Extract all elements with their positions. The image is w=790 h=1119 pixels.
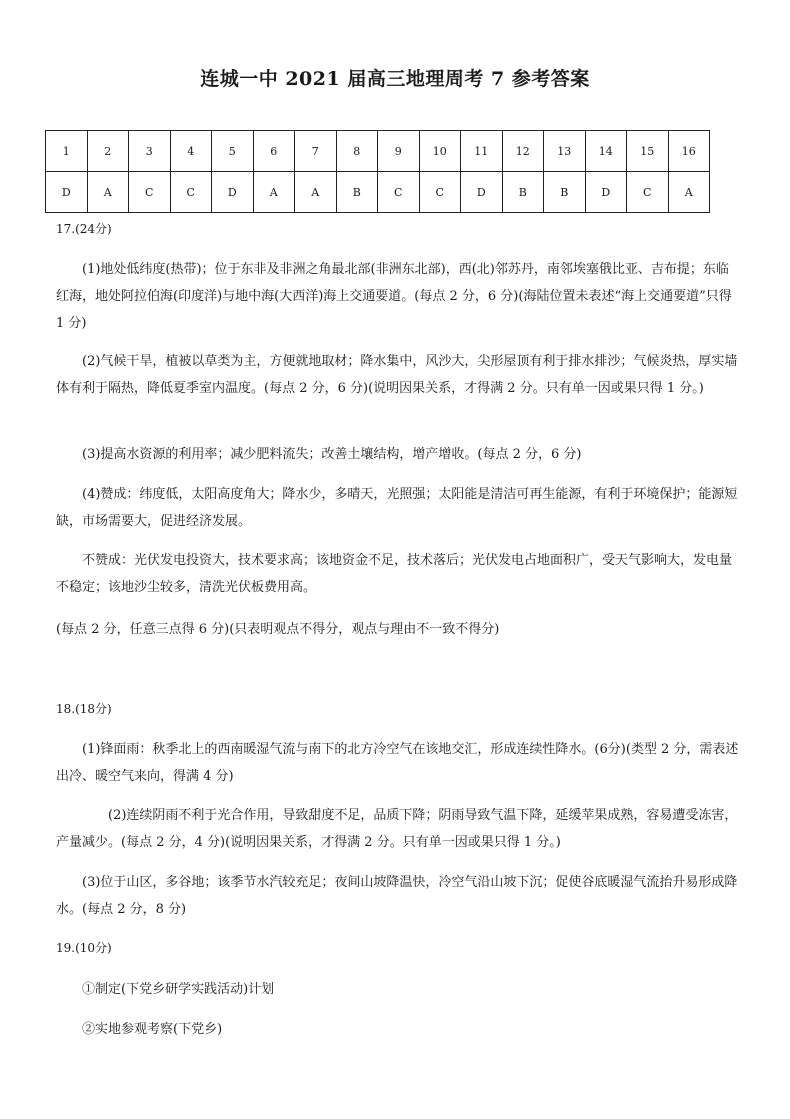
question-number-cell: 11 (461, 131, 503, 172)
answer-cell: D (212, 172, 254, 213)
q17-heading: 17.(24分) (56, 222, 112, 236)
question-number-cell: 13 (544, 131, 586, 172)
q17-answer-1: (1)地处低纬度(热带)；位于东非及非洲之角最北部(非洲东北部)，西(北)邻苏丹，南邻埃塞俄比亚、吉布提；东临红海，地处阿拉伯海(印度洋)与地中海(大西洋)海上交通要道。(每点 2 分，6 分)(海陆位置未表述“海上交通要道”只得 1 分) (56, 262, 732, 331)
answer-cell: A (253, 172, 295, 213)
answer-cell: D (461, 172, 503, 213)
question-number-cell: 4 (170, 131, 212, 172)
q17-answer-4-disagree: 不赞成：光伏发电投资大，技术要求高；该地资金不足，技术落后；光伏发电占地面积广，受天气影响大，发电量不稳定；该地沙尘较多，清洗光伏板费用高。 (56, 553, 733, 595)
answer-cell: C (129, 172, 171, 213)
q17-scoring-note: (每点 2 分，任意三点得 6 分)(只表明观点不得分，观点与理由不一致不得分) (56, 622, 500, 637)
answer-table (45, 130, 710, 213)
question-number-cell: 15 (627, 131, 669, 172)
question-number-cell: 1 (46, 131, 88, 172)
question-number-cell: 8 (336, 131, 378, 172)
question-number-cell: 12 (502, 131, 544, 172)
answer-cell: C (627, 172, 669, 213)
answer-cell: B (502, 172, 544, 213)
answer-cell: C (419, 172, 461, 213)
question-number-cell: 3 (129, 131, 171, 172)
question-number-cell: 9 (378, 131, 420, 172)
answer-table-number-row (46, 131, 710, 172)
question-number-cell: 14 (585, 131, 627, 172)
q17-answer-4: (4)赞成：纬度低，太阳高度角大；降水少，多晴天，光照强；太阳能是清洁可再生能源，有利于环境保护；能源短缺，市场需要大，促进经济发展。 (56, 487, 738, 529)
answer-cell: B (336, 172, 378, 213)
answer-cell: B (544, 172, 586, 213)
answer-cell: A (295, 172, 337, 213)
q18-heading: 18.(18分) (56, 702, 112, 716)
q17-answer-2: (2)气候干旱，植被以草类为主，方便就地取材；降水集中，风沙大，尖形屋顶有利于排水排沙；气候炎热，厚实墙体有利于隔热，降低夏季室内温度。(每点 2 分，6 分)(说明因果关系，才得满 2 分。只有单一因或果只得 1 分。) (56, 354, 738, 396)
answer-cell: D (46, 172, 88, 213)
q18-answer-3: (3)位于山区，多谷地；该季节水汽较充足；夜间山坡降温快，冷空气沿山坡下沉；促使谷底暖湿气流抬升易形成降水。(每点 2 分，8 分) (56, 875, 738, 917)
q18-answer-1: (1)锋面雨：秋季北上的西南暖湿气流与南下的北方冷空气在该地交汇，形成连续性降水。(6分)(类型 2 分，需表述出冷、暖空气来向，得满 4 分) (56, 742, 739, 784)
q19-step-2: ②实地参观考察(下党乡) (82, 1022, 223, 1037)
question-number-cell: 16 (668, 131, 710, 172)
question-number-cell: 7 (295, 131, 337, 172)
question-number-cell: 2 (87, 131, 129, 172)
answer-cell: C (170, 172, 212, 213)
q18-answer-2: (2)连续阴雨不利于光合作用，导致甜度不足，品质下降；阴雨导致气温下降，延缓苹果成熟，容易遭受冻害，产量减少。(每点 2 分，4 分)(说明因果关系，才得满 2 分。只有单一因或果只得 1 分。) (56, 808, 738, 850)
answer-cell: D (585, 172, 627, 213)
answer-cell: A (87, 172, 129, 213)
question-number-cell: 5 (212, 131, 254, 172)
q19-heading: 19.(10分) (56, 941, 112, 955)
answer-cell: A (668, 172, 710, 213)
page-title: 连城一中 2021 届高三地理周考 7 参考答案 (200, 68, 590, 90)
q17-answer-3: (3)提高水资源的利用率；减少肥料流失；改善土壤结构，增产增收。(每点 2 分，6 分) (82, 447, 582, 462)
q19-step-1: ①制定(下党乡研学实践活动)计划 (82, 982, 275, 997)
question-number-cell: 6 (253, 131, 295, 172)
answer-cell: C (378, 172, 420, 213)
question-number-cell: 10 (419, 131, 461, 172)
answer-table-answer-row (46, 172, 710, 213)
